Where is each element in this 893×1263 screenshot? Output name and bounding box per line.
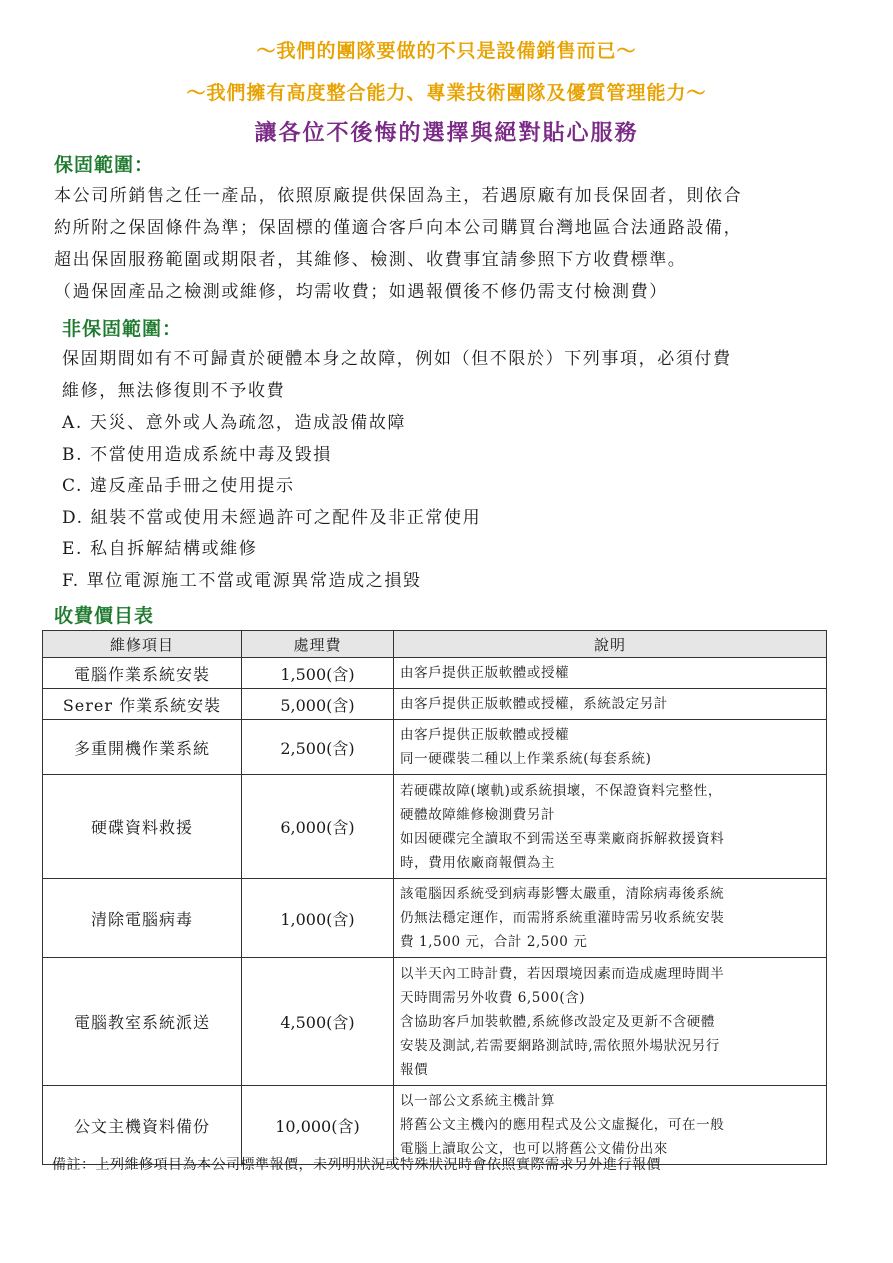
fee-table-title: 收費價目表 [54,605,155,627]
desc-line: 以一部公文系統主機計算 [400,1093,556,1109]
non-warranty-list [62,408,481,598]
warranty-title: 保固範圍： [54,154,155,176]
desc-line: 由客戶提供正版軟體或授權 [400,727,570,743]
column-header-desc: 說明 [394,631,827,658]
row-desc [394,720,827,775]
row-desc [394,689,827,720]
row-desc [394,658,827,689]
row-item: Serer 作業系統安裝 [43,689,242,720]
desc-line: 硬體故障維修檢測費另計 [400,806,556,823]
footnote: 備註：上列維修項目為本公司標準報價，未列明狀況或特殊狀況時會依照實際需求另外進行報價 [52,1157,661,1173]
row-fee: 5,000(含) [242,689,394,720]
row-desc [394,958,827,1086]
non-warranty-title: 非保固範圍： [62,318,183,340]
desc-line: 由客戶提供正版軟體或授權 [400,665,570,681]
desc-line: 仍無法穩定運作，而需將系統重灌時需另收系統安裝 [400,910,725,926]
row-desc [394,879,827,958]
list-item: A. 天災、意外或人為疏忽，造成設備故障 [62,413,407,433]
table-row [43,720,827,775]
header-line-1: ～我們的團隊要做的不只是設備銷售而已～ [256,40,637,62]
row-fee: 1,500(含) [242,658,394,689]
table-row [43,1086,827,1165]
row-fee: 10,000(含) [242,1086,394,1165]
non-warranty-intro-line: 保固期間如有不可歸責於硬體本身之故障，例如（但不限於）下列事項，必須付費 [62,349,732,369]
row-fee: 1,000(含) [242,879,394,958]
non-warranty-intro [62,343,732,407]
desc-line: 報價 [400,1061,429,1078]
desc-line: 同一硬碟裝二種以上作業系統(每套系統) [400,751,652,767]
row-item: 多重開機作業系統 [43,720,242,775]
row-fee: 4,500(含) [242,958,394,1086]
row-item: 電腦作業系統安裝 [43,658,242,689]
row-item: 電腦教室系統派送 [43,958,242,1086]
desc-line: 由客戶提供正版軟體或授權，系統設定另計 [400,696,668,712]
desc-line: 如因硬碟完全讀取不到需送至專業廠商拆解救援資料 [400,830,725,847]
desc-line: 以半天內工時計費，若因環境因素而造成處理時間半 [400,965,725,982]
table-row [43,958,827,1086]
list-item: C. 違反產品手冊之使用提示 [62,476,295,497]
row-desc [394,775,827,879]
warranty-line: 約所附之保固條件為準；保固標的僅適合客戶向本公司購買台灣地區合法通路設備， [54,218,743,238]
row-fee: 6,000(含) [242,775,394,879]
desc-line: 時，費用依廠商報價為主 [400,854,556,871]
header-line-2: ～我們擁有高度整合能力、專業技術團隊及優質管理能力～ [186,82,707,104]
table-row [43,689,827,720]
warranty-line: （過保固產品之檢測或維修，均需收費；如遇報價後不修仍需支付檢測費） [54,282,668,302]
desc-line: 安裝及測試,若需要網路測試時,需依照外場狀況另行 [400,1037,720,1054]
list-item: B. 不當使用造成系統中毒及毀損 [62,444,332,465]
fee-table [42,630,827,1165]
warranty-line: 本公司所銷售之任一產品，依照原廠提供保固為主，若遇原廠有加長保固者，則依合 [54,186,743,206]
column-header-fee: 處理費 [242,631,394,658]
desc-line: 電腦上讀取公文，也可以將舊公文備份出來 [400,1141,668,1157]
non-warranty-intro-line: 維修，無法修復則不予收費 [62,381,286,401]
row-desc [394,1086,827,1165]
desc-line: 含協助客戶加裝軟體,系統修改設定及更新不含硬體 [400,1013,716,1030]
desc-line: 若硬碟故障(壞軌)或系統損壞，不保證資料完整性， [400,782,722,799]
row-fee: 2,500(含) [242,720,394,775]
desc-line: 該電腦因系統受到病毒影響太嚴重，清除病毒後系統 [400,886,725,902]
desc-line: 天時間需另外收費 6,500(含) [400,989,586,1006]
header-slogan: 讓各位不後悔的選擇與絕對貼心服務 [254,120,639,146]
table-row [43,879,827,958]
list-item: D. 組裝不當或使用未經過許可之配件及非正常使用 [62,507,482,528]
warranty-line: 超出保固服務範圍或期限者，其維修、檢測、收費事宜請參照下方收費標準。 [54,250,687,270]
row-item: 清除電腦病毒 [43,879,242,958]
list-item: E. 私自拆解結構或維修 [62,539,258,560]
row-item: 硬碟資料救援 [43,775,242,879]
table-row [43,658,827,689]
warranty-text [54,180,742,308]
table-header-row [43,631,827,658]
desc-line: 將舊公文主機內的應用程式及公文虛擬化，可在一般 [400,1117,725,1133]
row-item: 公文主機資料備份 [43,1086,242,1165]
column-header-item: 維修項目 [43,631,242,658]
list-item: F. 單位電源施工不當或電源異常造成之損毀 [62,570,422,591]
fee-table-body [43,658,827,1165]
table-row [43,775,827,879]
desc-line: 費 1,500 元，合計 2,500 元 [400,934,588,950]
